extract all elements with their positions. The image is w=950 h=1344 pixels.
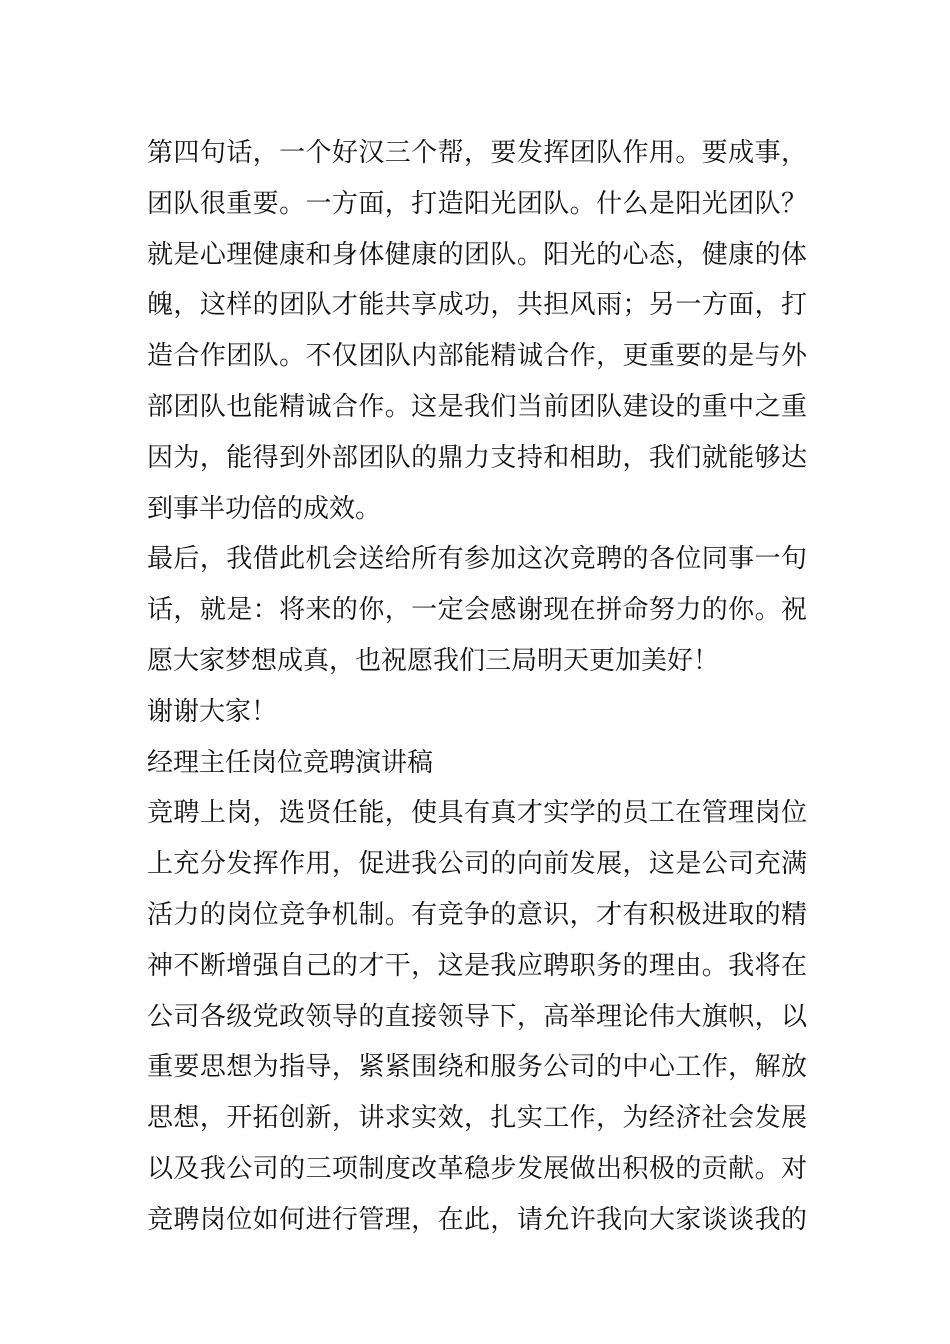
body-line: 活力的岗位竞争机制。有竞争的意识，才有积极进取的精 — [147, 899, 807, 930]
body-line: 到事半功倍的成效。 — [147, 493, 382, 524]
body-line: 因为，能得到外部团队的鼎力支持和相助，我们就能够达 — [147, 442, 807, 473]
section-title: 经理主任岗位竞聘演讲稿 — [147, 747, 434, 778]
body-line: 部团队也能精诚合作。这是我们当前团队建设的重中之重 — [147, 391, 807, 422]
body-line: 愿大家梦想成真，也祝愿我们三局明天更加美好！ — [147, 645, 720, 676]
body-line: 就是心理健康和身体健康的团队。阳光的心态，健康的体 — [147, 239, 807, 270]
body-line: 竞聘上岗，选贤任能，使具有真才实学的员工在管理岗位 — [147, 798, 807, 829]
body-line: 最后，我借此机会送给所有参加这次竞聘的各位同事一句 — [147, 544, 807, 575]
body-line: 魄，这样的团队才能共享成功，共担风雨；另一方面，打 — [147, 290, 807, 321]
body-line: 谢谢大家！ — [147, 696, 278, 727]
body-line: 公司各级党政领导的直接领导下，高举理论伟大旗帜，以 — [147, 1001, 807, 1032]
body-line: 竞聘岗位如何进行管理，在此，请允许我向大家谈谈我的 — [147, 1204, 807, 1235]
body-line: 上充分发挥作用，促进我公司的向前发展，这是公司充满 — [147, 849, 807, 880]
body-line: 第四句话，一个好汉三个帮，要发挥团队作用。要成事， — [147, 138, 807, 168]
body-line: 团队很重要。一方面，打造阳光团队。什么是阳光团队？ — [147, 188, 807, 219]
body-line: 以及我公司的三项制度改革稳步发展做出积极的贡献。对 — [147, 1153, 807, 1184]
body-line: 神不断增强自己的才干，这是我应聘职务的理由。我将在 — [147, 950, 807, 981]
body-line: 重要思想为指导，紧紧围绕和服务公司的中心工作，解放 — [147, 1052, 807, 1083]
body-line: 造合作团队。不仅团队内部能精诚合作，更重要的是与外 — [147, 341, 807, 372]
body-line: 话，就是：将来的你，一定会感谢现在拼命努力的你。祝 — [147, 595, 807, 626]
document-body — [147, 128, 807, 1246]
body-line: 思想，开拓创新，讲求实效，扎实工作，为经济社会发展 — [147, 1103, 807, 1134]
